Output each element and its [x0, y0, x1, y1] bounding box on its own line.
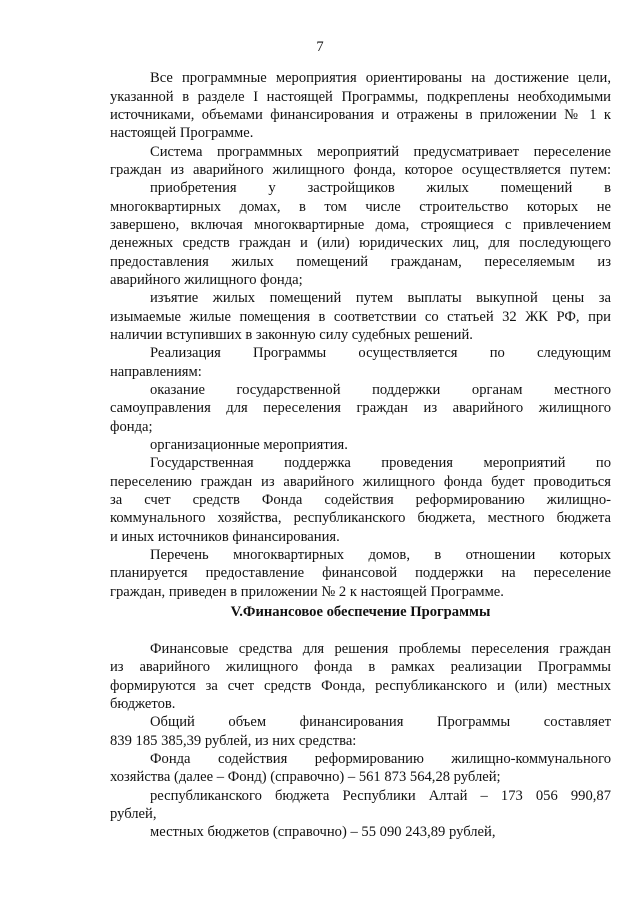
text-line: изымаемые жилые помещения в соответствии со статьей 32 ЖК РФ, при [110, 309, 611, 325]
text-line: Система программных мероприятий предусматривает переселение [150, 144, 611, 160]
text-line: из аварийного жилищного фонда в рамках реализации Программы [110, 659, 611, 675]
text-line: наличии вступивших в законную силу судебных решений. [110, 327, 473, 343]
text-line: Государственная поддержка проведения мероприятий по [150, 455, 611, 471]
text-line: Фонда содействия реформированию жилищно-коммунального [150, 751, 611, 767]
page-number: 7 [316, 39, 324, 55]
text-line: переселению граждан из аварийного жилищного фонда будет проводиться [110, 474, 611, 490]
text-line: фонда; [110, 419, 153, 435]
text-line: организационные мероприятия. [150, 437, 348, 453]
text-line: изъятие жилых помещений путем выплаты выкупной цены за [150, 290, 611, 306]
text-line: коммунального хозяйства, республиканского бюджета, местного бюджета [110, 510, 611, 526]
text-line: бюджетов. [110, 696, 176, 712]
text-line: республиканского бюджета Республики Алтай – 173 056 990,87 [150, 788, 611, 804]
text-line: оказание государственной поддержки органам местного [150, 382, 611, 398]
text-line: настоящей Программе. [110, 125, 254, 141]
section-title: V.Финансовое обеспечение Программы [230, 604, 491, 620]
text-line: за счет средств Фонда содействия реформированию жилищно- [110, 492, 611, 508]
text-line: 839 185 385,39 рублей, из них средства: [110, 733, 357, 749]
text-line: приобретения у застройщиков жилых помещений в [150, 180, 611, 196]
text-line: многоквартирных домах, в том числе строительство которых не [110, 199, 611, 215]
text-line: Реализация Программы осуществляется по следующим [150, 345, 611, 361]
text-line: хозяйства (далее – Фонд) (справочно) – 561 873 564,28 рублей; [110, 769, 501, 785]
text-line: указанной в разделе I настоящей Программы, подкреплены необходимыми [110, 89, 611, 105]
text-line: аварийного жилищного фонда; [110, 272, 303, 288]
text-line: формируются за счет средств Фонда, республиканского и (или) местных [110, 678, 611, 694]
text-line: граждан, приведен в приложении № 2 к настоящей Программе. [110, 584, 504, 600]
text-line: Перечень многоквартирных домов, в отношении которых [150, 547, 611, 563]
text-line: источниками, объемами финансирования и отражены в приложении № 1 к [110, 107, 611, 123]
text-line: денежных средств граждан и (или) юридических лиц, для последующего [110, 235, 611, 251]
text-line: Общий объем финансирования Программы составляет [150, 714, 611, 730]
text-line: граждан из аварийного жилищного фонда, которое осуществляется путем: [110, 162, 611, 178]
text-line: завершено, включая многоквартирные дома, строящиеся с привлечением [110, 217, 611, 233]
text-line: предоставления жилых помещений гражданам, переселяемым из [110, 254, 611, 270]
text-line: планируется предоставление финансовой поддержки на переселение [110, 565, 611, 581]
text-line: и иных источников финансирования. [110, 529, 340, 545]
text-line: Все программные мероприятия ориентированы на достижение цели, [150, 70, 611, 86]
text-line: местных бюджетов (справочно) – 55 090 243,89 рублей, [150, 824, 496, 840]
text-line: самоуправления для переселения граждан из аварийного жилищного [110, 400, 611, 416]
text-line: рублей, [110, 806, 157, 822]
text-line: направлениям: [110, 364, 202, 380]
text-line: Финансовые средства для решения проблемы переселения граждан [150, 641, 611, 657]
